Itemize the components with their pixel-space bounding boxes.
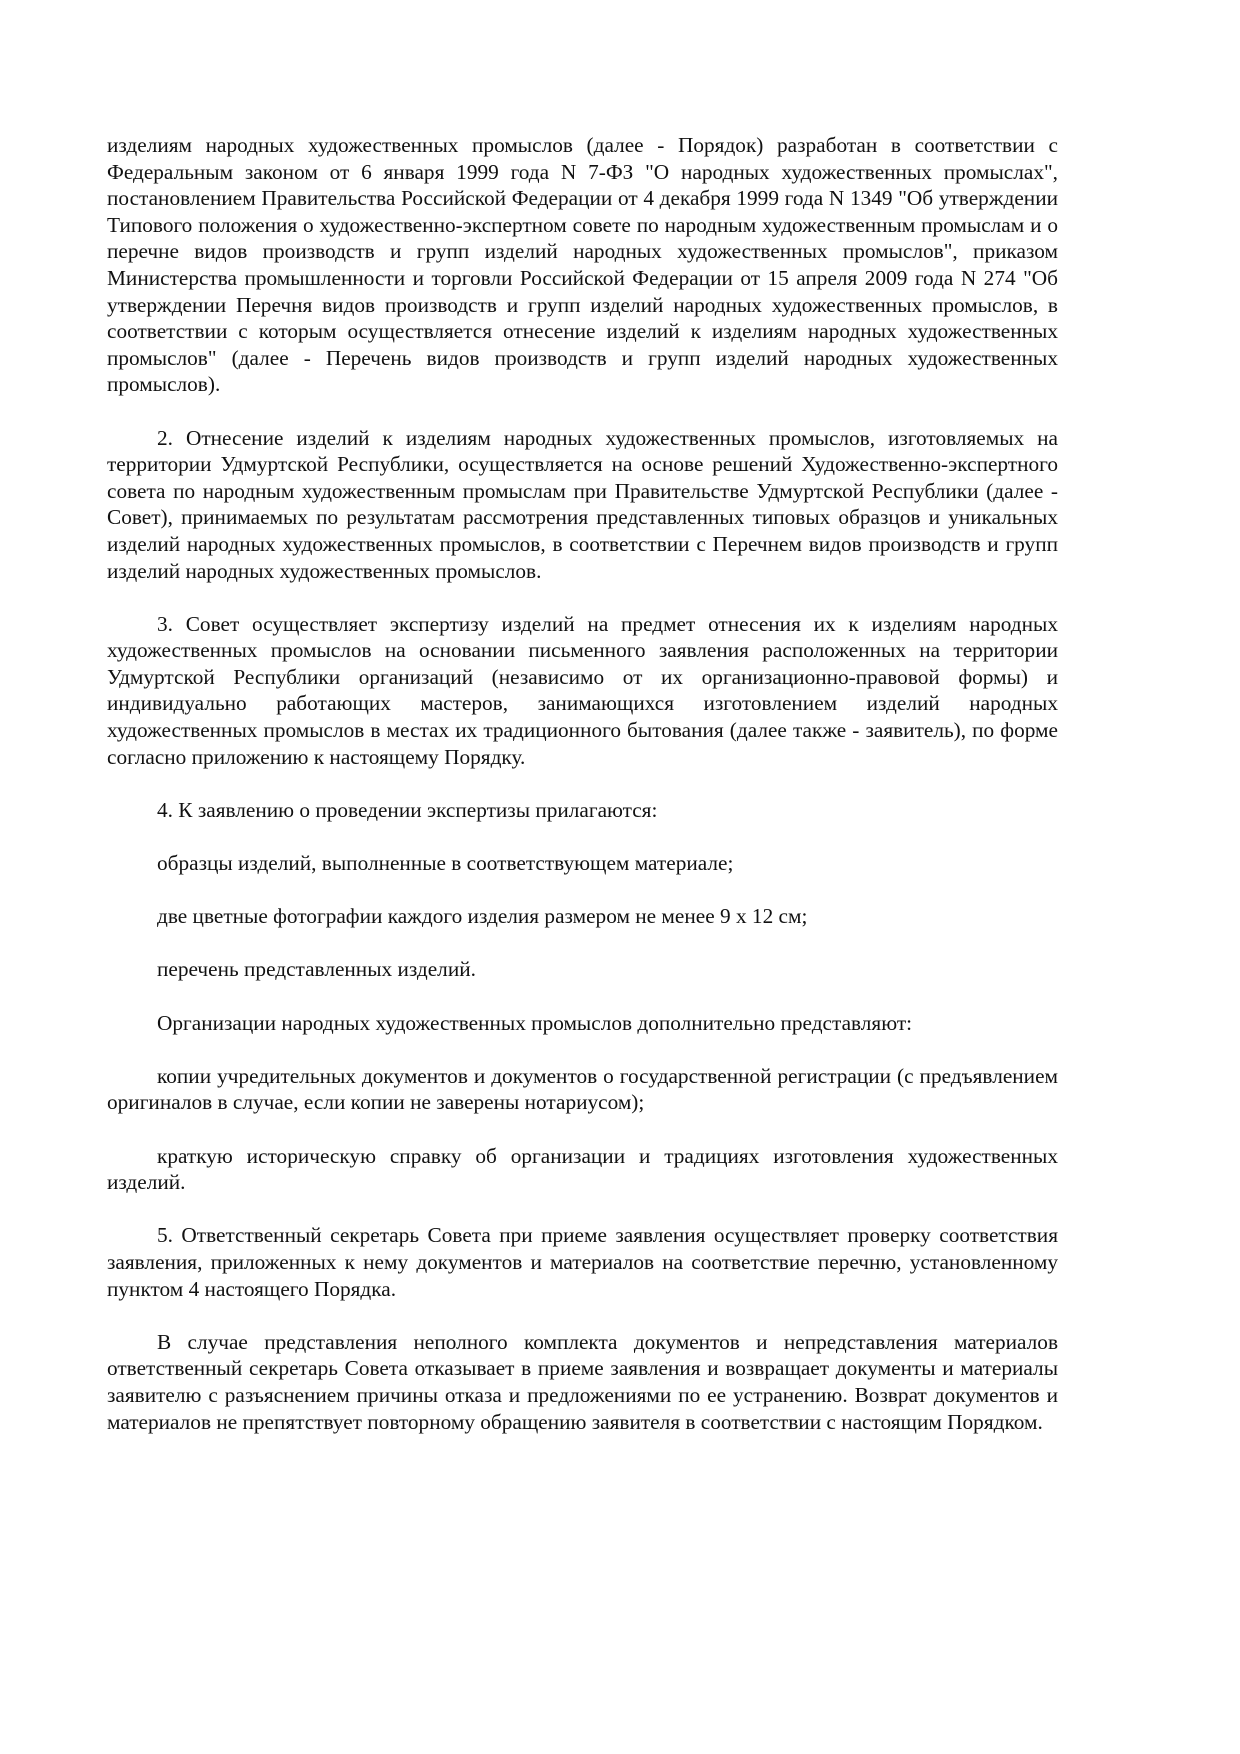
list-item-history: краткую историческую справку об организации и традициях изготовления художественных изделий. (107, 1143, 1058, 1195)
paragraph-refusal: В случае представления неполного комплекта документов и непредставления материалов ответственный секретарь Совета отказывает в приеме заявления и возвращает документы и материалы заявителю с разъяснением причины отказа и предложениями по ее устранению. Возврат документов и материалов не препятствует повторному обращению заявителя в соответствии с настоящим Порядком. (107, 1329, 1058, 1434)
paragraph-item-3: 3. Совет осуществляет экспертизу изделий на предмет отнесения их к изделиям народных художественных промыслов на основании письменного заявления расположенных на территории Удмуртской Республики организаций (независимо от их организационно-правовой формы) и индивидуально работающих мастеров, занимающихся изготовлением изделий народных художественных промыслов в местах их традиционного бытования (далее также - заявитель), по форме согласно приложению к настоящему Порядку. (107, 611, 1058, 769)
paragraph-1-continuation: изделиям народных художественных промыслов (далее - Порядок) разработан в соответствии с Федеральным законом от 6 января 1999 года N 7-ФЗ "О народных художественных промыслах", постановлением Правительства Российской Федерации от 4 декабря 1999 года N 1349 "Об утверждении Типового положения о художественно-экспертном совете по народным художественным промыслам и о перечне видов производств и групп изделий народных художественных промыслов", приказом Министерства промышленности и торговли Российской Федерации от 15 апреля 2009 года N 274 "Об утверждении Перечня видов производств и групп изделий народных художественных промыслов, в соответствии с которым осуществляется отнесение изделий к изделиям народных художественных промыслов" (далее - Перечень видов производств и групп изделий народных художественных промыслов). (107, 133, 1058, 397)
list-item-copies: копии учредительных документов и документов о государственной регистрации (с предъявлением оригиналов в случае, если копии не заверены нотариусом); (107, 1063, 1058, 1115)
paragraph-item-5: 5. Ответственный секретарь Совета при приеме заявления осуществляет проверку соответствия заявления, приложенных к нему документов и материалов на соответствие перечню, установленному пунктом 4 настоящего Порядка. (107, 1223, 1058, 1301)
paragraph-organizations: Организации народных художественных промыслов дополнительно представляют: (157, 1010, 913, 1035)
list-item-samples: образцы изделий, выполненные в соответствующем материале; (157, 851, 734, 876)
list-item-inventory: перечень представленных изделий. (157, 957, 476, 982)
paragraph-item-4: 4. К заявлению о проведении экспертизы прилагаются: (157, 797, 658, 822)
paragraph-item-2: 2. Отнесение изделий к изделиям народных художественных промыслов, изготовляемых на территории Удмуртской Республики, осуществляется на основе решений Художественно-экспертного совета по народным художественным промыслам при Правительстве Удмуртской Республики (далее - Совет), принимаемых по результатам рассмотрения представленных типовых образцов и уникальных изделий народных художественных промыслов, в соответствии с Перечнем видов производств и групп изделий народных художественных промыслов. (107, 425, 1058, 583)
document-page (107, 132, 1058, 1462)
list-item-photos: две цветные фотографии каждого изделия размером не менее 9 х 12 см; (157, 904, 808, 929)
